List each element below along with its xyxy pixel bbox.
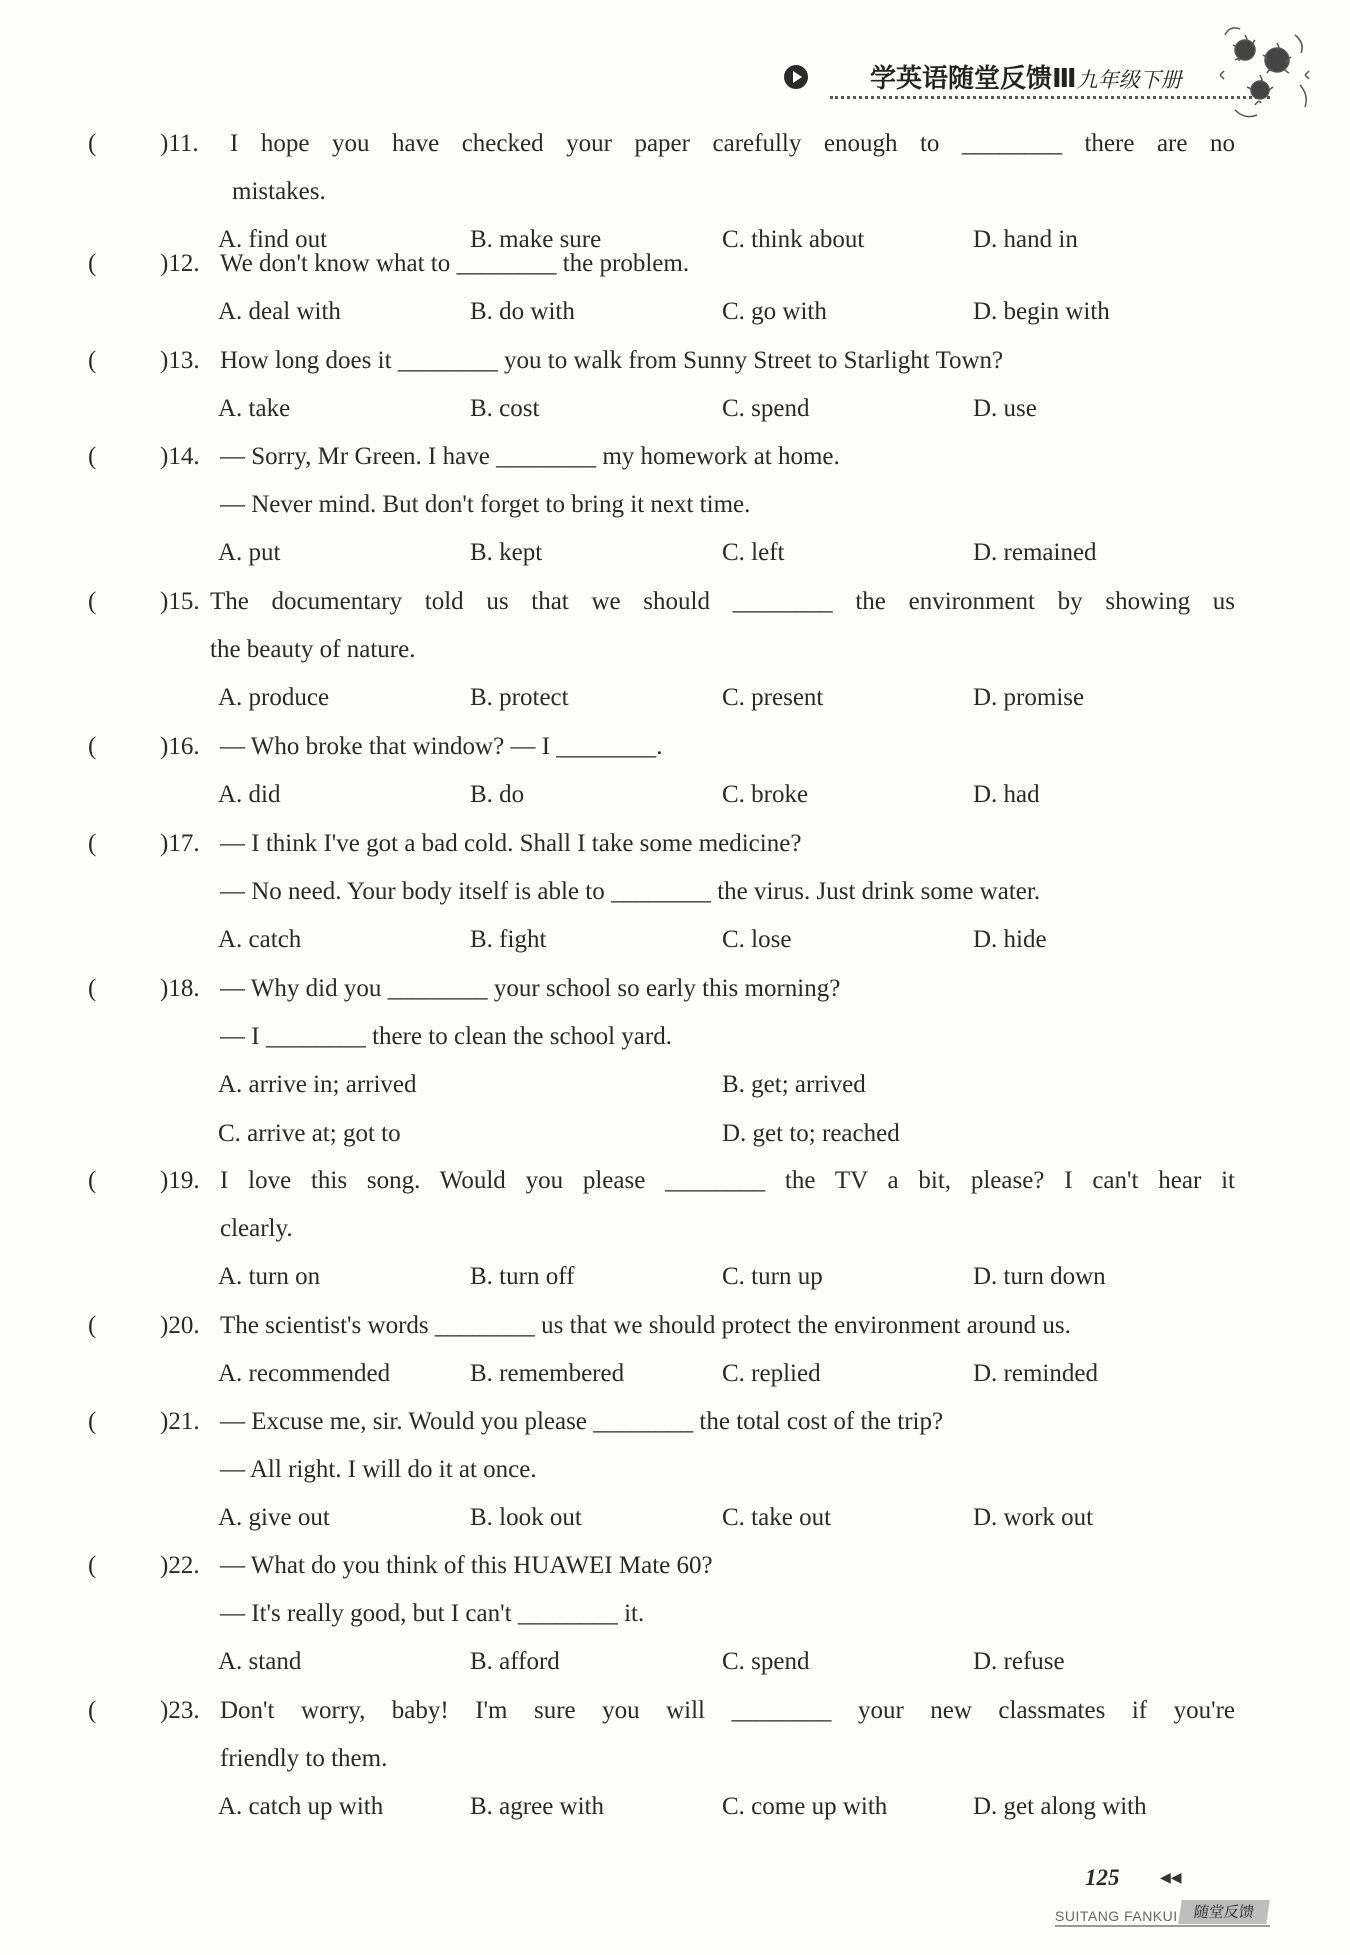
option-b[interactable]: B. afford: [470, 1648, 560, 1676]
option-a[interactable]: A. stand: [218, 1648, 302, 1676]
option-c[interactable]: C. spend: [722, 395, 810, 423]
question-number: )18.: [160, 975, 200, 1002]
answer-bracket[interactable]: (: [88, 250, 97, 277]
option-d[interactable]: D. begin with: [973, 298, 1110, 326]
option-a[interactable]: A. take: [218, 395, 291, 423]
question-stem-line: clearly.: [220, 1215, 293, 1243]
question-number: )13.: [160, 347, 200, 374]
option-c[interactable]: C. replied: [722, 1360, 821, 1388]
option-a[interactable]: A. find out: [218, 226, 328, 254]
option-c[interactable]: C. spend: [722, 1648, 810, 1676]
question-number: )21.: [160, 1408, 200, 1435]
question-stem-line: mistakes.: [232, 178, 326, 206]
option-d[interactable]: D. get along with: [973, 1793, 1147, 1821]
question-stem-line: I love this song. Would you please ________ the TV a bit, please? I can't hear it: [220, 1167, 1235, 1194]
option-b[interactable]: B. do: [470, 781, 525, 809]
option-b[interactable]: B. protect: [470, 684, 569, 712]
option-b[interactable]: B. get; arrived: [722, 1071, 866, 1099]
question-number: )15.: [160, 588, 200, 615]
question-stem-line: friendly to them.: [220, 1745, 388, 1773]
option-b[interactable]: B. turn off: [470, 1263, 575, 1291]
option-b[interactable]: B. look out: [470, 1504, 582, 1532]
option-b[interactable]: B. kept: [470, 539, 543, 567]
question-number: )22.: [160, 1552, 200, 1579]
option-d[interactable]: D. promise: [973, 684, 1085, 712]
question-stem-line: — I ________ there to clean the school yard.: [220, 1023, 672, 1051]
question-stem-line: I hope you have checked your paper carefully enough to ________ there are no: [230, 130, 1235, 157]
option-c[interactable]: C. left: [722, 539, 785, 567]
question-stem-line: How long does it ________ you to walk from Sunny Street to Starlight Town?: [220, 347, 1004, 374]
option-d[interactable]: D. refuse: [973, 1648, 1065, 1676]
question-stem-line: The scientist's words ________ us that we should protect the environment around us.: [220, 1312, 1071, 1339]
option-c[interactable]: C. come up with: [722, 1793, 888, 1821]
answer-bracket[interactable]: (: [88, 1167, 97, 1194]
answer-bracket[interactable]: (: [88, 1312, 97, 1339]
answer-bracket[interactable]: (: [88, 443, 97, 470]
option-c[interactable]: C. present: [722, 684, 824, 712]
question-stem-line: — I think I've got a bad cold. Shall I take some medicine?: [220, 830, 802, 857]
question-stem-line: — What do you think of this HUAWEI Mate 60?: [220, 1552, 713, 1579]
answer-bracket[interactable]: (: [88, 733, 97, 760]
play-icon: [784, 65, 808, 89]
option-a[interactable]: A. arrive in; arrived: [218, 1071, 417, 1099]
header-dotted-rule: [830, 96, 1270, 99]
option-b[interactable]: B. make sure: [470, 226, 602, 254]
option-a[interactable]: A. deal with: [218, 298, 341, 326]
answer-bracket[interactable]: (: [88, 1697, 97, 1724]
option-a[interactable]: A. recommended: [218, 1360, 391, 1388]
question-stem-line: — Why did you ________ your school so early this morning?: [220, 975, 841, 1002]
option-c[interactable]: C. lose: [722, 926, 792, 954]
question-number: )23.: [160, 1697, 200, 1724]
option-c[interactable]: C. go with: [722, 298, 827, 326]
option-d[interactable]: D. turn down: [973, 1263, 1106, 1291]
option-d[interactable]: D. work out: [973, 1504, 1094, 1532]
question-number: )20.: [160, 1312, 200, 1339]
option-b[interactable]: B. agree with: [470, 1793, 604, 1821]
question-stem-line: — It's really good, but I can't ________ it.: [220, 1600, 645, 1628]
question-stem-line: The documentary told us that we should ________ the environment by showing us: [210, 588, 1235, 615]
question-stem-line: We don't know what to ________ the problem.: [220, 250, 690, 277]
option-a[interactable]: A. give out: [218, 1504, 330, 1532]
question-stem-line: — Excuse me, sir. Would you please ________ the total cost of the trip?: [220, 1408, 944, 1435]
option-a[interactable]: A. catch: [218, 926, 302, 954]
option-a[interactable]: A. turn on: [218, 1263, 321, 1291]
answer-bracket[interactable]: (: [88, 1552, 97, 1579]
question-number: )11.: [160, 130, 199, 157]
question-stem-line: — No need. Your body itself is able to ________ the virus. Just drink some water.: [220, 878, 1041, 906]
footer-brand: SUITANG FANKUI: [1055, 1908, 1178, 1924]
option-a[interactable]: A. catch up with: [218, 1793, 384, 1821]
footer-tag: 随堂反馈: [1178, 1900, 1269, 1924]
answer-bracket[interactable]: (: [88, 830, 97, 857]
question-stem-line: — All right. I will do it at once.: [220, 1456, 537, 1484]
footer-rule: [1055, 1925, 1270, 1927]
sunflower-decoration-icon: [1205, 15, 1325, 135]
option-d[interactable]: D. get to; reached: [722, 1119, 900, 1147]
question-number: )14.: [160, 443, 200, 470]
option-d[interactable]: D. had: [973, 781, 1040, 809]
option-c[interactable]: C. broke: [722, 781, 809, 809]
question-stem-line: Don't worry, baby! I'm sure you will ________ your new classmates if you're: [220, 1697, 1235, 1724]
option-a[interactable]: A. put: [218, 539, 281, 567]
double-arrow-icon: ◀◀: [1160, 1871, 1182, 1886]
option-d[interactable]: D. hand in: [973, 226, 1078, 254]
option-c[interactable]: C. turn up: [722, 1263, 823, 1291]
question-stem-line: — Who broke that window? — I ________.: [220, 733, 663, 760]
option-a[interactable]: A. did: [218, 781, 281, 809]
answer-bracket[interactable]: (: [88, 347, 97, 374]
option-b[interactable]: B. do with: [470, 298, 575, 326]
page-number: 125: [1085, 1865, 1120, 1890]
question-stem-line: — Never mind. But don't forget to bring it next time.: [220, 491, 751, 519]
answer-bracket[interactable]: (: [88, 588, 97, 615]
question-stem-line: the beauty of nature.: [210, 636, 416, 664]
option-d[interactable]: D. remained: [973, 539, 1097, 567]
option-b[interactable]: B. remembered: [470, 1360, 625, 1388]
option-c[interactable]: C. take out: [722, 1504, 832, 1532]
book-title: 学英语随堂反馈Ⅲ九年级下册: [870, 64, 1182, 94]
grade-label: 九年级下册: [1076, 68, 1182, 92]
option-d[interactable]: D. hide: [973, 926, 1047, 954]
question-stem-line: — Sorry, Mr Green. I have ________ my homework at home.: [220, 443, 840, 470]
question-number: )19.: [160, 1167, 200, 1194]
question-number: )16.: [160, 733, 200, 760]
answer-bracket[interactable]: (: [88, 130, 97, 157]
option-d[interactable]: D. reminded: [973, 1360, 1098, 1388]
answer-bracket[interactable]: (: [88, 975, 97, 1002]
answer-bracket[interactable]: (: [88, 1408, 97, 1435]
option-a[interactable]: A. produce: [218, 684, 330, 712]
option-d[interactable]: D. use: [973, 395, 1037, 423]
question-number: )12.: [160, 250, 200, 277]
question-number: )17.: [160, 830, 200, 857]
option-c[interactable]: C. arrive at; got to: [218, 1119, 401, 1147]
option-b[interactable]: B. fight: [470, 926, 547, 954]
option-c[interactable]: C. think about: [722, 226, 865, 254]
option-b[interactable]: B. cost: [470, 395, 540, 423]
